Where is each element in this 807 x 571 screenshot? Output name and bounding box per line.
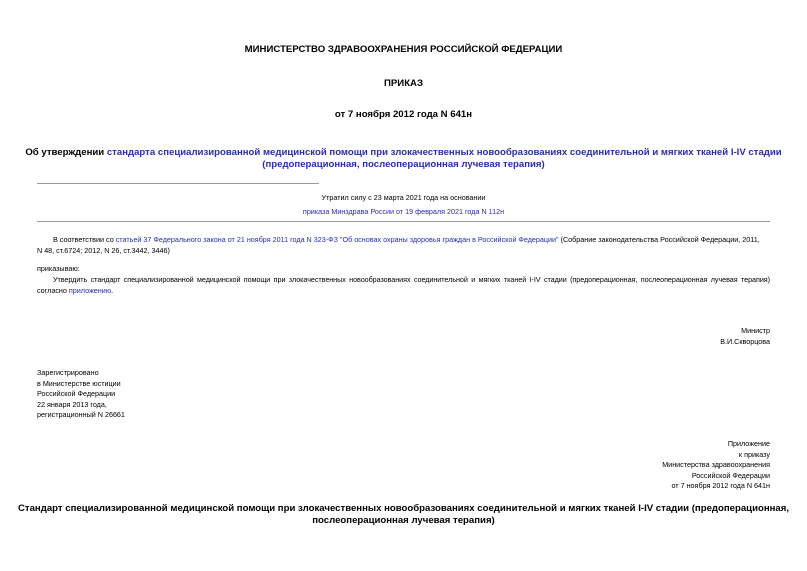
registration-block — [37, 368, 125, 421]
standard-link-line2[interactable]: (предоперационная, послеоперационная лучевая терапия) — [262, 159, 545, 170]
appendix-line: Министерства здравоохранения — [662, 460, 770, 470]
divider-short — [37, 183, 319, 184]
order-title-prefix: Об утверждении — [25, 147, 107, 158]
divider-full — [37, 221, 770, 222]
registration-line: Зарегистрировано — [37, 368, 99, 377]
p1-prefix: В соответствии со — [53, 235, 116, 244]
signature-position: Министр — [741, 326, 770, 335]
order-title — [0, 147, 807, 171]
registration-line: 22 января 2013 года, — [37, 399, 107, 409]
p2-suffix: . — [111, 285, 114, 295]
p2-prefix: согласно — [37, 285, 69, 295]
registration-line: регистрационный N 26661 — [37, 410, 125, 420]
repeal-notice-text: Утратил силу с 23 марта 2021 года на основании — [321, 193, 486, 202]
ministry-heading: МИНИСТЕРСТВО ЗДРАВООХРАНЕНИЯ РОССИЙСКОЙ ФЕДЕРАЦИИ — [244, 44, 563, 55]
appendix-line: Приложение — [727, 439, 770, 448]
doc-date-number: от 7 ноября 2012 года N 641н — [334, 109, 473, 120]
p2-line1: Утвердить стандарт специализированной медицинской помощи при злокачественных новообразованиях соединительной и мягких тканей I-IV стадии (предоперационная, послеоперационная лучевая терапия) — [53, 275, 770, 284]
appendix-block — [662, 439, 770, 492]
standard-title — [0, 503, 807, 527]
paragraph-approve — [37, 275, 770, 296]
repeal-notice — [0, 193, 807, 217]
standard-title-line2: послеоперационная лучевая терапия) — [312, 515, 495, 526]
standard-link-line1[interactable]: стандарта специализированной медицинской помощи при злокачественных новообразованиях соединительной и мягких тканей I-IV стадии — [106, 147, 782, 158]
appendix-link[interactable]: приложению — [68, 285, 112, 295]
p1-suffix: (Собрание законодательства Российской Федерации, 2011, — [558, 235, 760, 244]
registration-line: в Министерстве юстиции — [37, 378, 121, 388]
registration-line: Российской Федерации — [37, 389, 116, 399]
doc-type-heading: ПРИКАЗ — [384, 78, 423, 89]
appendix-line: от 7 ноября 2012 года N 641н — [671, 481, 770, 491]
signature-block — [720, 326, 770, 347]
appendix-line: к приказу — [738, 449, 770, 459]
signature-name: В.И.Скворцова — [720, 336, 770, 346]
order-word: приказываю: — [37, 264, 80, 273]
federal-law-link[interactable]: статьей 37 Федерального закона от 21 ноября 2011 года N 323-ФЗ "Об основах охраны здоровья граждан в Российской Федерации" — [115, 235, 559, 244]
standard-title-line1: Стандарт специализированной медицинской помощи при злокачественных новообразованиях соединительной и мягких тканей I-IV стадии (предоперационная, — [17, 503, 790, 514]
p1-line2: N 48, ст.6724; 2012, N 26, ст.3442, 3446) — [37, 245, 170, 255]
repeal-order-link[interactable]: приказа Минздрава России от 19 февраля 2021 года N 112н — [302, 206, 505, 216]
appendix-line: Российской Федерации — [691, 470, 770, 480]
paragraph-legal-basis — [37, 235, 770, 256]
